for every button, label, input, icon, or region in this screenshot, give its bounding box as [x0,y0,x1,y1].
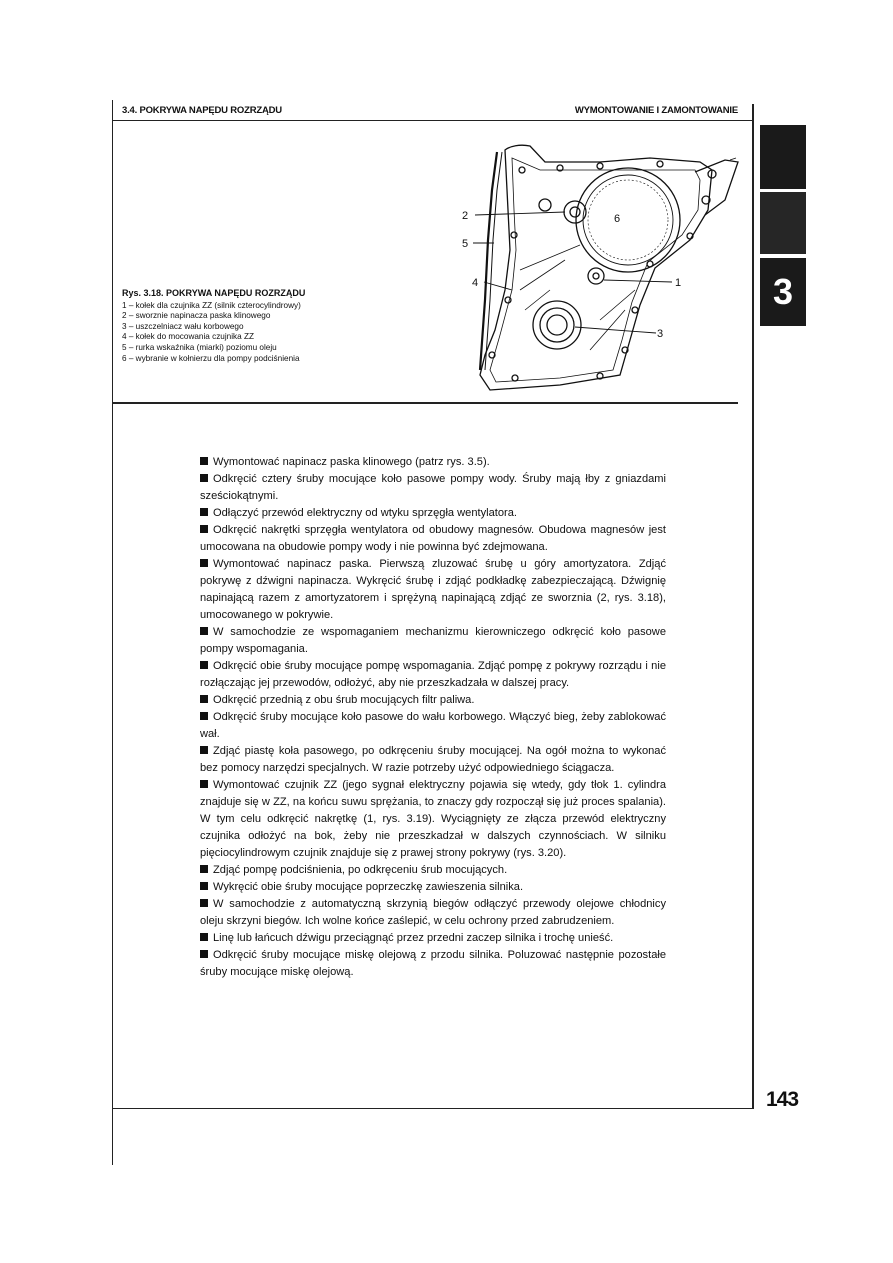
instruction-item: Wykręcić obie śruby mocujące poprzeczkę zawieszenia silnika. [200,879,666,896]
header-section-title: 3.4. POKRYWA NAPĘDU ROZRZĄDU [122,105,282,116]
instruction-item: Odkręcić obie śruby mocujące pompę wspomagania. Zdjąć pompę z pokrywy rozrządu i nie rozłączając jej przewodów, odłożyć, aby nie przeszkadzała w dalszej pracy. [200,660,666,689]
bullet-square [200,950,208,958]
instruction-item: Odkręcić śruby mocujące miskę olejową z przodu silnika. Poluzować następnie pozostałe śruby mocujące miskę olejową. [200,949,666,978]
instruction-item: W samochodzie ze wspomaganiem mechanizmu kierowniczego odkręcić koło pasowe pompy wspomagania. [200,626,666,655]
instruction-item: Wymontować napinacz paska. Pierwszą zluzować śrubę u góry amortyzatora. Zdjąć pokrywę z dźwigni napinacza. Wykręcić śrubę i zdjąć podkładkę zabezpieczającą. Dźwignię napinającą razem z amortyzatorem i sprężyną napinającą zdjąć ze sworznia (2, rys. 3.18), umocowanego w pokrywie. [200,558,666,621]
figure-title: Rys. 3.18. POKRYWA NAPĘDU ROZRZĄDU [122,288,306,298]
instruction-item: Odkręcić nakrętki sprzęgła wentylatora od obudowy magnesów. Obudowa magnesów jest umocowana na obudowie pompy wody i nie powinna być zdejmowana. [200,524,666,553]
bullet-square [200,746,208,754]
bullet-square [200,882,208,890]
bullet-square [200,712,208,720]
thumb-tab-middle [760,192,806,254]
instruction-item: Odkręcić przednią z obu śrub mocujących filtr paliwa. [200,692,666,709]
legend-item: 5 – rurka wskaźnika (miarki) poziomu oleju [122,342,277,352]
callout-6: 6 [614,213,621,225]
instruction-item: Wymontować napinacz paska klinowego (patrz rys. 3.5). [200,454,666,471]
thumb-tab-upper [760,125,806,189]
header-chapter-title: WYMONTOWANIE I ZAMONTOWANIE [574,105,738,116]
chapter-tab: 3 [760,258,806,326]
instruction-item: Odłączyć przewód elektryczny od wtyku sprzęgła wentylatora. [200,505,666,522]
callout-2: 2 [462,210,469,222]
instruction-item: Odkręcić śruby mocujące koło pasowe do wału korbowego. Włączyć bieg, żeby zablokować wał. [200,711,666,740]
page-number: 143 [766,1088,799,1111]
header-rule [113,120,753,121]
bullet-square [200,933,208,941]
callout-5: 5 [462,238,469,250]
running-header [122,105,738,119]
bullet-square [200,661,208,669]
instruction-item: Zdjąć piastę koła pasowego, po odkręceniu śruby mocującej. Na ogół można to wykonać bez pomocy narzędzi specjalnych. W razie potrzeby użyć odpowiedniego ściągacza. [200,745,666,774]
legend-item: 4 – kołek do mocowania czujnika ZZ [122,332,254,342]
instruction-list [200,454,666,981]
legend-item: 2 – sworznie napinacza paska klinowego [122,311,271,321]
instruction-item: Odkręcić cztery śruby mocujące koło pasowe pompy wody. Śruby mają łby z gniazdami sześciokątnymi. [200,473,666,502]
instruction-item: W samochodzie z automatyczną skrzynią biegów odłączyć przewody olejowe chłodnicy oleju skrzyni biegów. Ich wolne końce zaślepić, w celu ochrony przed zabrudzeniem. [200,898,666,927]
callout-4: 4 [472,277,479,289]
instruction-item: Zdjąć pompę podciśnienia, po odkręceniu śrub mocujących. [200,862,666,879]
footer-rule [113,1108,753,1109]
bullet-square [200,780,208,788]
bullet-square [200,899,208,907]
left-margin-line [112,100,113,1165]
bullet-square [200,627,208,635]
bullet-square [200,525,208,533]
figure-rule [113,402,738,404]
bullet-square [200,508,208,516]
callout-1: 1 [675,277,682,289]
legend-item: 6 – wybranie w kołnierzu dla pompy podciśnienia [122,353,300,363]
bullet-square [200,865,208,873]
timing-cover-drawing [450,140,750,400]
instruction-item: Linę lub łańcuch dźwigu przeciągnąć przez przedni zaczep silnika i trochę unieść. [200,930,666,947]
right-margin-line [752,104,754,1109]
figure-caption [122,288,452,364]
instruction-item: Wymontować czujnik ZZ (jego sygnał elektryczny pojawia się wtedy, gdy tłok 1. cylindra znajduje się w ZZ, na końcu suwu sprężania, to znaczy gdy rozpoczął się już proces spalania). W tym celu odkręcić nakrętkę (1, rys. 3.19). Wyciągnięty ze złącza przewód elektryczny czujnika odłożyć na bok, żeby nie przeszkadzał w dalszych czynnościach. W silniku pięciocylindrowym czujnik znajduje się z prawej strony pokrywy (rys. 3.20). [200,779,666,859]
bullet-square [200,559,208,567]
legend-item: 3 – uszczelniacz wału korbowego [122,321,244,331]
legend-item: 1 – kołek dla czujnika ZZ (silnik czterocylindrowy) [122,300,301,310]
bullet-square [200,474,208,482]
bullet-square [200,695,208,703]
bullet-square [200,457,208,465]
callout-3: 3 [657,328,664,340]
